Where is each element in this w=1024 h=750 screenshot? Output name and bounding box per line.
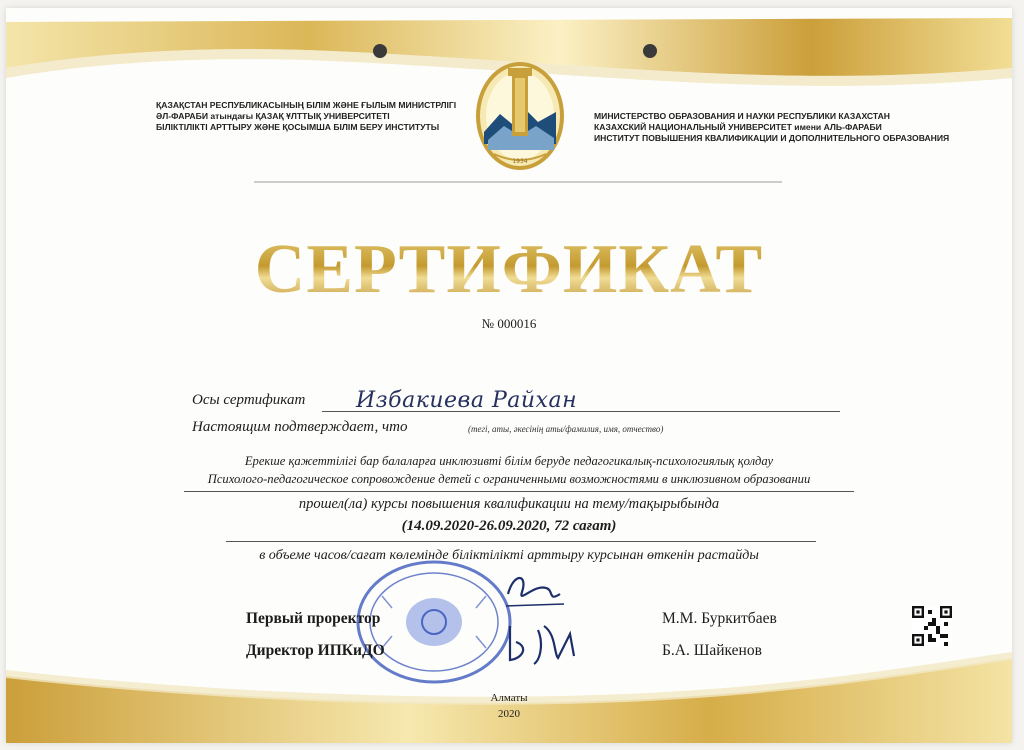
passed-courses-text: прошел(ла) курсы повышения квалификации на тему/тақырыбында: [298, 496, 720, 512]
certificate-title: СЕРТИФИКАТ: [6, 230, 1012, 310]
director-role: Директор ИПКиДО: [246, 642, 385, 659]
topic-underline: [184, 490, 854, 492]
header-left-line: ӘЛ-ФАРАБИ атындағы ҚАЗАҚ ҰЛТТЫҚ УНИВЕРСИТЕТІ: [156, 111, 390, 121]
first-vice-rector-role: Первый проректор: [246, 610, 381, 627]
course-topic-kazakh: Ерекше қажеттілігі бар балаларға инклюзивті білім беруде педагогикалық-психологиялық қолдау: [244, 454, 774, 468]
name-hint: (тегі, аты, әкесінің аты/фамилия, имя, отчество): [468, 424, 664, 434]
certificate-number: № 000016: [481, 316, 537, 331]
course-topic-russian: Психолого-педагогическое сопровождение детей с ограниченными возможностями в инклюзивном образовании: [207, 472, 811, 486]
course-volume-text: в объеме часов/сағат көлемінде біліктілікті арттыру курсынан өткенін растайды: [259, 548, 759, 563]
header-left-line: БІЛІКТІЛІКТІ АРТТЫРУ ЖӘНЕ ҚОСЫМША БІЛІМ БЕРУ ИНСТИТУТЫ: [156, 122, 440, 132]
header-left-kazakh: [156, 100, 456, 133]
university-logo-icon: [474, 54, 566, 172]
second-signatory-name: Б.А. Шайкенов: [662, 642, 762, 659]
issue-year: 2020: [498, 708, 520, 720]
header-right-line: КАЗАХСКИЙ НАЦИОНАЛЬНЫЙ УНИВЕРСИТЕТ имени АЛЬ-ФАРАБИ: [594, 122, 882, 132]
this-certificate-label: Осы сертификат: [192, 392, 306, 408]
handwritten-signatures-icon: [494, 564, 614, 674]
certificate-sheet: [6, 8, 1012, 743]
course-period: (14.09.2020-26.09.2020, 72 сағат): [401, 518, 617, 534]
confirms-label: Настоящим подтверждает, что: [192, 419, 408, 435]
recipient-name-handwritten: Избакиева Райхан: [356, 388, 578, 413]
header-right-line: МИНИСТЕРСТВО ОБРАЗОВАНИЯ И НАУКИ РЕСПУБЛИКИ КАЗАХСТАН: [594, 111, 890, 121]
period-underline: [226, 540, 816, 542]
header-left-line: ҚАЗАҚСТАН РЕСПУБЛИКАСЫНЫҢ БІЛІМ ЖӘНЕ ҒЫЛЫМ МИНИСТРЛІГІ: [156, 100, 457, 110]
header-right-russian: [594, 111, 949, 144]
header-right-line: ИНСТИТУТ ПОВЫШЕНИЯ КВАЛИФИКАЦИИ И ДОПОЛНИТЕЛЬНОГО ОБРАЗОВАНИЯ: [594, 133, 950, 143]
first-signatory-name: М.М. Буркитбаев: [662, 610, 777, 627]
issue-city: Алматы: [490, 692, 528, 704]
logo-year: 1934: [512, 158, 528, 165]
qr-code-icon: [912, 606, 952, 646]
